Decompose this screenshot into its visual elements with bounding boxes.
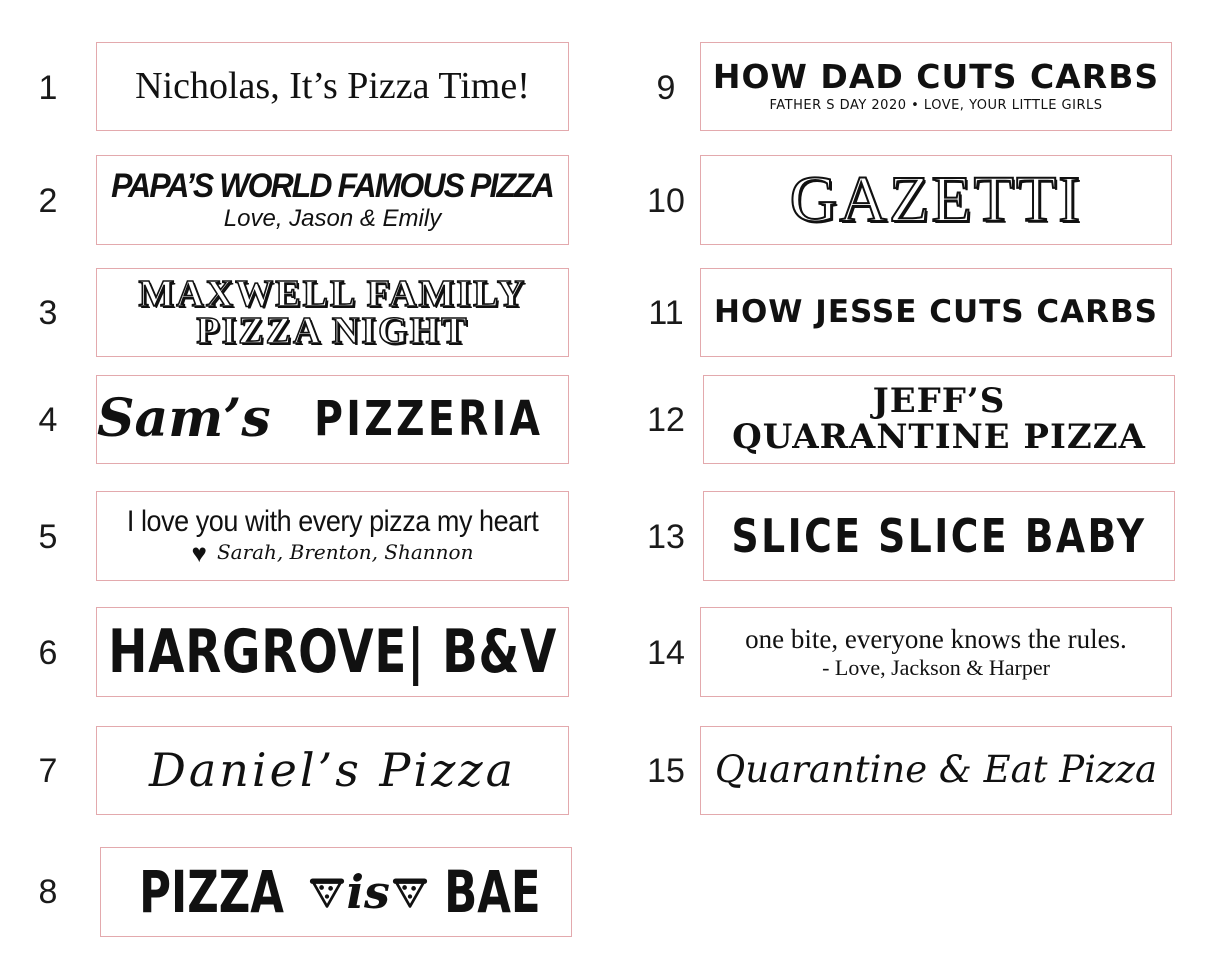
design-2-box[interactable] (96, 155, 569, 245)
design-2-line-2: Love, Jason & Emily (223, 205, 442, 233)
design-number: 3 (38, 294, 58, 332)
design-5-box[interactable] (96, 491, 569, 581)
pizza-slice-icon (309, 874, 345, 910)
design-6-box[interactable] (96, 607, 569, 697)
design-1-box[interactable] (96, 42, 569, 131)
design-number: 14 (647, 634, 685, 672)
design-9-line-1: HOW DAD CUTS CARBS (712, 57, 1160, 97)
design-8-word-bae: BAE (443, 857, 541, 926)
design-15-line-1: Quarantine & Eat Pizza (714, 748, 1158, 792)
design-12-box[interactable] (703, 375, 1175, 464)
heart-icon: ♥ (191, 537, 207, 568)
design-number: 10 (647, 182, 685, 220)
design-10-box[interactable] (700, 155, 1172, 245)
design-8-box[interactable] (100, 847, 572, 937)
design-6-line-1: HARGROVE| B&V (108, 616, 557, 687)
design-13-line-1: SLICE SLICE BABY (731, 508, 1147, 563)
design-4-script-word: Sam’s (96, 388, 271, 450)
design-3-box[interactable] (96, 268, 569, 357)
design-number: 13 (647, 518, 685, 556)
design-8-word-pizza: PIZZA (139, 857, 285, 926)
design-5-line-2: Sarah, Brenton, Shannon (216, 540, 474, 565)
design-8-word-is: is (346, 864, 390, 919)
design-13-box[interactable] (703, 491, 1175, 581)
design-3-line-2: PIZZA NIGHT (196, 309, 469, 352)
design-4-box[interactable] (96, 375, 569, 464)
design-12-line-2: QUARANTINE PIZZA (732, 416, 1146, 457)
design-number: 1 (38, 69, 58, 107)
design-3-line-1: MAXWELL FAMILY (138, 273, 527, 316)
design-1-line-1: Nicholas, It’s Pizza Time! (135, 64, 530, 107)
design-14-line-1: one bite, everyone knows the rules. (745, 624, 1127, 655)
design-9-box[interactable] (700, 42, 1172, 131)
design-15-box[interactable] (700, 726, 1172, 815)
design-number: 7 (38, 752, 58, 790)
design-14-line-2: - Love, Jackson & Harper (822, 654, 1050, 680)
design-number: 2 (38, 182, 58, 220)
design-number: 15 (647, 752, 685, 790)
design-5-signature-row (191, 537, 474, 568)
design-number: 4 (38, 401, 58, 439)
design-7-box[interactable] (96, 726, 569, 815)
design-4-block-word: PIZZERIA (313, 391, 543, 448)
design-number: 12 (647, 401, 685, 439)
design-11-box[interactable] (700, 268, 1172, 357)
design-number: 11 (648, 294, 684, 332)
design-11-line-1: HOW JESSE CUTS CARBS (714, 294, 1158, 331)
design-number: 8 (38, 873, 58, 911)
design-number: 6 (38, 634, 58, 672)
design-12-line-1: JEFF’S (872, 380, 1006, 421)
design-10-line-1: GAZETTI (789, 163, 1083, 237)
design-2-line-1: PAPA’S WORLD FAMOUS PIZZA (111, 166, 554, 205)
design-number: 5 (38, 518, 58, 556)
pizza-slice-icon (392, 874, 428, 910)
design-7-line-1: Daniel’s Pizza (149, 743, 516, 798)
design-9-line-2: FATHER S DAY 2020 • LOVE, YOUR LITTLE GIRLS (769, 98, 1103, 113)
design-5-line-1: I love you with every pizza my heart (126, 505, 539, 539)
design-14-box[interactable] (700, 607, 1172, 697)
design-number: 9 (656, 69, 676, 107)
